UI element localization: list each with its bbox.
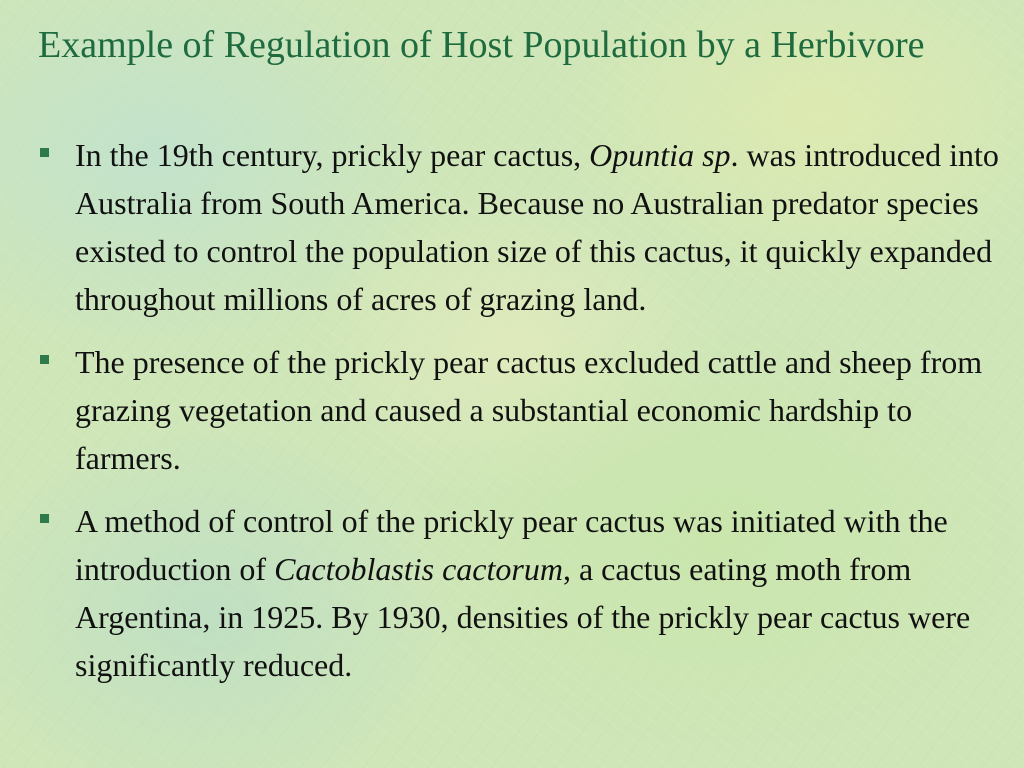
- bullet-1-species: Opuntia sp: [589, 137, 731, 173]
- bullet-1-text-cont: . was introduced into Australia from South America. Because no Australian predator species existed to control the population size of this cactus, it quickly expanded throughout millions of acres of grazing land.: [75, 137, 999, 317]
- bullet-1-text: In the 19th century, prickly pear cactus,: [75, 137, 590, 173]
- bullet-3-species: Cactoblastis cactorum: [274, 551, 563, 587]
- square-bullet-icon: [40, 355, 49, 364]
- square-bullet-icon: [40, 514, 49, 523]
- bullet-list: [36, 131, 1020, 704]
- bullet-2-text: The presence of the prickly pear cactus excluded cattle and sheep from grazing vegetation and caused a substantial economic hardship to farmers.: [75, 344, 983, 476]
- slide-title: Example of Regulation of Host Population by a Herbivore: [38, 24, 925, 66]
- bullet-item-3: [36, 497, 1020, 689]
- bullet-item-1: [36, 131, 1020, 323]
- bullet-item-2: [36, 338, 1020, 482]
- square-bullet-icon: [40, 148, 49, 157]
- bullet-3-text: A method of control of the prickly pear cactus was initiated with the introduction of: [75, 503, 948, 587]
- bullet-3-text-cont: , a cactus eating moth from Argentina, in 1925. By 1930, densities of the prickly pear cactus were significantly reduced.: [75, 551, 971, 683]
